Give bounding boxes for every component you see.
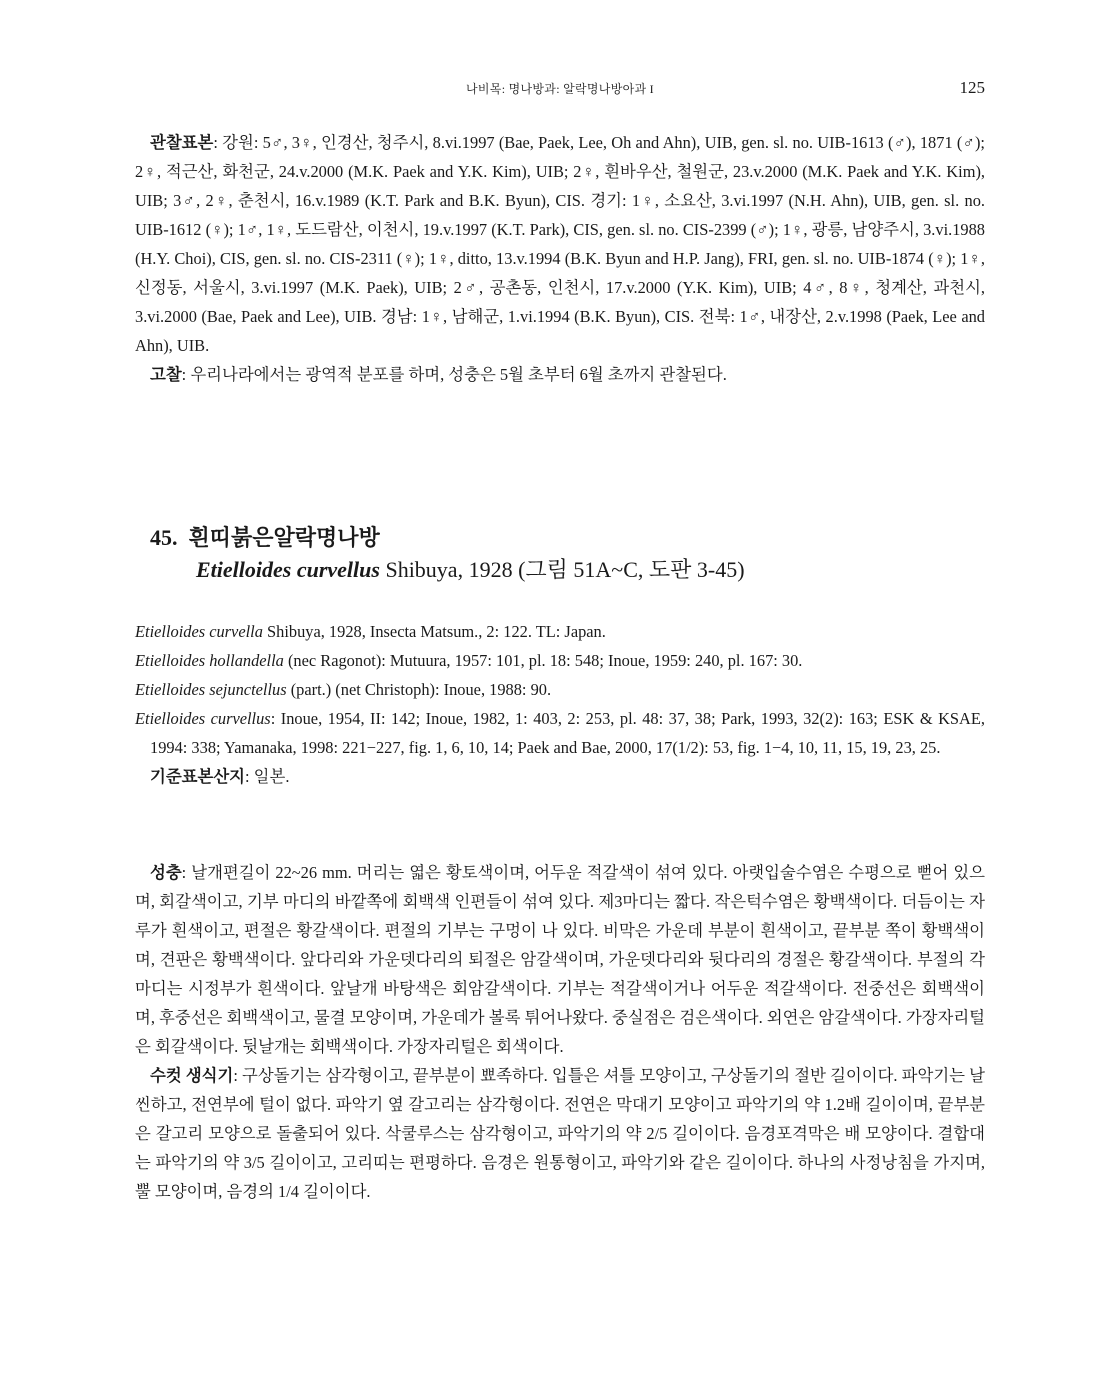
synonym-citation: Shibuya, 1928, Insecta Matsum., 2: 122. TL: Japan. [262,622,606,641]
running-head [135,80,985,100]
page-number: 125 [959,78,985,97]
synonym-name: Etielloides curvellus [135,709,271,728]
synonym-entry [135,675,985,704]
observed-specimens-text: : 강원: 5♂, 3♀, 인경산, 청주시, 8.vi.1997 (Bae, Paek, Lee, Oh and Ahn), UIB, gen. sl. no. UIB-1613 (♂), 1871 (♂); 2♀, 적근산, 화천군, 24.v.2000 (M.K. Paek and Y.K. Kim), UIB; 2♀, 흰바우산, 철원군, 23.v.2000 (M.K. Paek and Y.K. Kim), UIB; 3♂, 2♀, 춘천시, 16.v.1989 (K.T. Park and B.K. Byun), CIS. 경기: 1♀, 소요산, 3.vi.1997 (N.H. Ahn), UIB, gen. sl. no. UIB-1612 (♀); 1♂, 1♀, 도드람산, 이천시, 19.v.1997 (K.T. Park), CIS, gen. sl. no. CIS-2399 (♂); 1♀, 광릉, 남양주시, 3.vi.1988 (H.Y. Choi), CIS, gen. sl. no. CIS-2311 (♀); 1♀, ditto, 13.v.1994 (B.K. Byun and H.P. Jang), FRI, gen. sl. no. UIB-1874 (♀); 1♀, 신정동, 서울시, 3.vi.1997 (M.K. Paek), UIB; 2♂, 공촌동, 인천시, 17.v.2000 (Y.K. Kim), UIB; 4♂, 8♀, 청계산, 과천시, 3.vi.2000 (Bae, Paek and Lee), UIB. 경남: 1♀, 남해군, 1.vi.1994 (B.K. Byun), CIS. 전북: 1♂, 내장산, 2.v.1998 (Paek, Lee and Ahn), UIB. [135,133,985,355]
adult-text: : 날개편길이 22~26 mm. 머리는 엷은 황토색이며, 어두운 적갈색이 섞여 있다. 아랫입술수염은 수평으로 뻗어 있으며, 회갈색이고, 기부 마디의 바깥쪽에 회백색 인편들이 섞여 있다. 제3마디는 짧다. 작은턱수염은 황백색이다. 더듬이는 자루가 흰색이고, 편절은 황갈색이다. 편절의 기부는 구멍이 나 있다. 비막은 가운데 부분이 흰색이고, 끝부분 쪽이 황백색이며, 견판은 황백색이다. 앞다리와 가운뎃다리의 퇴절은 암갈색이며, 가운뎃다리와 뒷다리의 경절은 황갈색이다. 부절의 각 마디는 시정부가 흰색이다. 앞날개 바탕색은 회암갈색이다. 기부는 적갈색이거나 어두운 적갈색이다. 전중선은 회백색이며, 후중선은 회백색이고, 물결 모양이며, 가운데가 볼록 튀어나왔다. 중실점은 검은색이다. 외연은 암갈색이다. 가장자리털은 회갈색이다. 뒷날개는 회백색이다. 가장자리털은 회색이다. [135,863,985,1056]
species-heading [150,522,985,586]
observed-specimens-paragraph [135,128,985,360]
species-scientific-name: Etielloides curvellus [196,557,380,582]
remarks-label: 고찰 [150,365,182,384]
type-locality-label: 기준표본산지 [150,767,245,786]
male-genitalia-text: : 구상돌기는 삼각형이고, 끝부분이 뾰족하다. 입틀은 셔틀 모양이고, 구상돌기의 절반 길이이다. 파악기는 날씬하고, 전연부에 털이 없다. 파악기 옆 갈고리는 삼각형이다. 전연은 막대기 모양이고 파악기의 약 1.2배 길이이며, 끝부분은 갈고리 모양으로 돌출되어 있다. 삭쿨루스는 삼각형이고, 파악기의 약 2/5 길이이다. 음경포격막은 배 모양이다. 결합대는 파악기의 약 3/5 길이이고, 고리띠는 편평하다. 음경은 원통형이고, 파악기와 같은 길이이다. 하나의 사정낭침을 가지며, 뿔 모양이며, 음경의 1/4 길이이다. [135,1066,985,1201]
male-genitalia-paragraph [135,1061,985,1206]
synonym-name: Etielloides sejunctellus [135,680,287,699]
species-author-year: Shibuya, 1928 [379,557,519,582]
synonym-citation: (part.) (net Christoph): Inoue, 1988: 90. [286,680,552,699]
description-section [135,858,985,1206]
synonym-name: Etielloides hollandella [135,651,284,670]
remarks-text: : 우리나라에서는 광역적 분포를 하며, 성충은 5월 초부터 6월 초까지 관찰된다. [181,365,727,384]
synonym-entry [135,646,985,675]
species-number: 45. [150,525,178,550]
observed-specimens-section [135,128,985,389]
adult-label: 성충 [150,863,182,882]
synonym-entry [135,704,985,762]
synonym-name: Etielloides curvella [135,622,263,641]
type-locality-text: : 일본. [245,767,290,786]
species-korean-name: 흰띠붉은알락명나방 [188,525,380,550]
observed-specimens-label: 관찰표본 [150,133,214,152]
remarks-paragraph [135,360,985,389]
synonymy-section [135,617,985,791]
running-title: 나비목: 명나방과: 알락명나방아과 I [466,82,654,96]
species-figure-ref: (그림 51A~C, 도판 3-45) [518,557,745,582]
male-genitalia-label: 수컷 생식기 [150,1066,234,1085]
species-heading-line1 [150,522,985,554]
species-heading-line2 [150,554,985,586]
synonym-entry [135,617,985,646]
type-locality-paragraph [135,762,985,791]
synonym-citation: : Inoue, 1954, II: 142; Inoue, 1982, 1: 403, 2: 253, pl. 48: 37, 38; Park, 1993, 32(2): 163; ESK & KSAE, 1994: 338; Yamanaka, 1998: 221−227, fig. 1, 6, 10, 14; Paek and Bae, 2000, 17(1/2): 53, fig. 1−4, 10, 11, 15, 19, 23, 25. [150,709,985,757]
synonym-citation: (nec Ragonot): Mutuura, 1957: 101, pl. 18: 548; Inoue, 1959: 240, pl. 167: 30. [283,651,803,670]
adult-paragraph [135,858,985,1061]
